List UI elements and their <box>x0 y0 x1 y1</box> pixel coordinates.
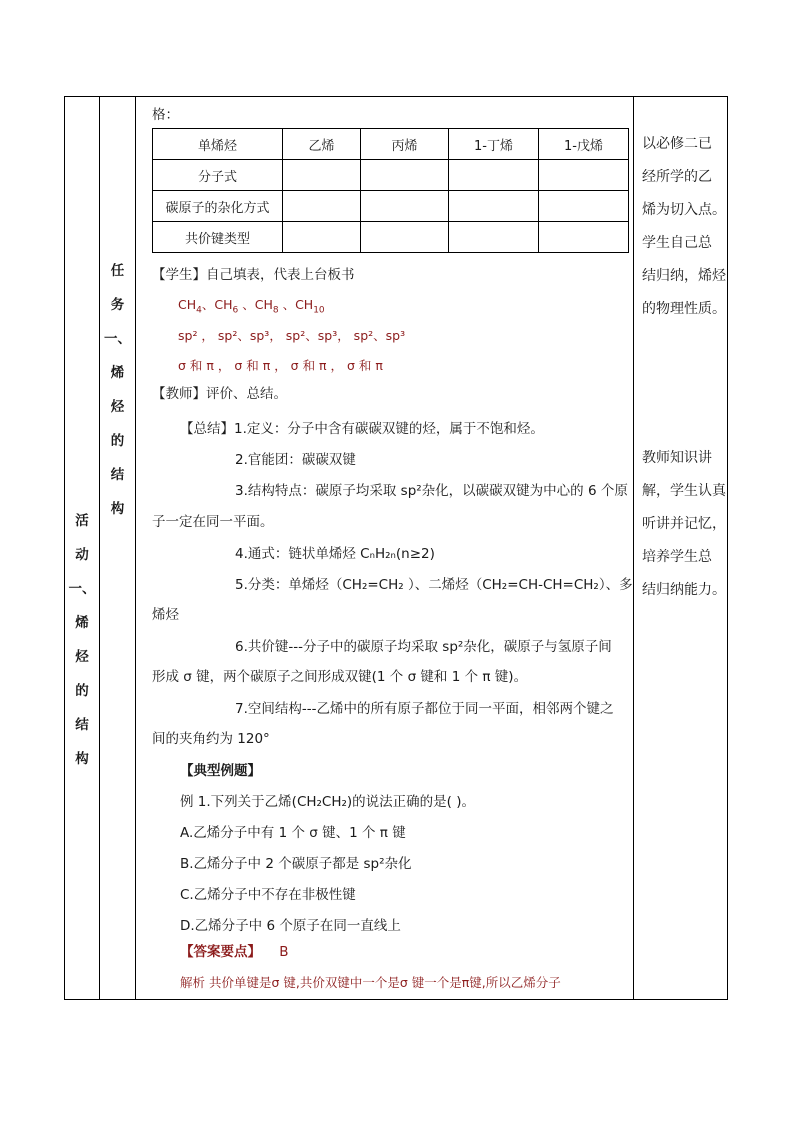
table-cell <box>283 191 361 222</box>
design-intent-line: 解，学生认真 <box>642 483 726 499</box>
summary-functional-group: 2.官能团：碳碳双键 <box>235 452 356 468</box>
table-row <box>153 191 629 222</box>
activity-title-char: 一、 <box>68 581 96 597</box>
lesson-plan-frame <box>64 96 728 1000</box>
activity-title-char: 动 <box>75 547 89 563</box>
table-cell: 1-丁烯 <box>449 129 539 160</box>
task-title-char: 一、 <box>104 331 131 347</box>
formula-part: H <box>303 297 314 312</box>
table-cell <box>283 222 361 253</box>
example-title: 【典型例题】 <box>180 763 261 779</box>
summary-classification: 5.分类：单烯烃（CH₂=CH₂ ）、二烯烃（CH₂=CH-CH=CH₂）、多 <box>235 577 633 593</box>
task-title-char: 结 <box>110 467 125 483</box>
design-intent-line: 结归纳，烯烃 <box>642 268 726 284</box>
formula-subscript: 10 <box>313 305 325 316</box>
formula-part: 、C <box>238 297 264 312</box>
table-cell <box>539 160 629 191</box>
activity-title-char: 烯 <box>75 615 89 631</box>
table-cell: 丙烯 <box>361 129 449 160</box>
task-title-char: 任 <box>110 263 125 279</box>
design-intent-line: 听讲并记忆， <box>642 516 726 532</box>
table-cell <box>361 222 449 253</box>
table-cell <box>449 222 539 253</box>
design-intent-line: 以必修二已 <box>642 136 712 152</box>
table-header-row <box>153 129 629 160</box>
formula-part: 、C <box>201 297 224 312</box>
table-cell: 1-戊烯 <box>539 129 629 160</box>
formula-subscript: 8 <box>272 305 279 316</box>
table-cell <box>449 160 539 191</box>
design-intent-line: 教师知识讲 <box>642 450 712 466</box>
option-a: A.乙烯分子中有 1 个 σ 键、1 个 π 键 <box>180 825 406 841</box>
option-c: C.乙烯分子中不存在非极性键 <box>180 887 356 903</box>
formula-subscript: 6 <box>232 305 239 316</box>
formula-part: H <box>186 297 197 312</box>
summary-structure: 3.结构特点：碳原子均采取 sp²杂化，以碳碳双键为中心的 6 个原 <box>235 483 628 499</box>
table-cell: 单烯烃 <box>153 129 283 160</box>
analysis-line: 解析 共价单键是σ 键,共价双键中一个是σ 键一个是π键,所以乙烯分子 <box>180 975 561 990</box>
formula-part: 、C <box>278 297 304 312</box>
table-cell: 共价键类型 <box>153 222 283 253</box>
design-intent-block <box>642 128 726 326</box>
formula-part: C <box>178 297 187 312</box>
summary-formula: 4.通式：链状单烯烃 CₙH₂ₙ(n≥2) <box>235 546 435 562</box>
option-b: B.乙烯分子中 2 个碳原子都是 sp²杂化 <box>180 856 412 872</box>
table-row <box>153 160 629 191</box>
task-title-char: 构 <box>110 501 125 517</box>
activity-title-char: 的 <box>75 683 89 699</box>
formula-part: H <box>263 297 273 312</box>
summary-spatial-structure-cont: 间的夹角约为 120° <box>152 731 270 747</box>
column-divider <box>633 97 634 999</box>
activity-title-char: 烃 <box>75 649 89 665</box>
design-intent-line: 结归纳能力。 <box>642 582 726 598</box>
student-line: 【学生】自己填表，代表上台板书 <box>152 267 355 283</box>
teacher-line: 【教师】评价、总结。 <box>152 386 287 402</box>
summary-classification-cont: 烯烃 <box>152 607 179 623</box>
activity-column-title <box>65 515 99 787</box>
table-cell <box>539 191 629 222</box>
formula-line <box>178 295 325 316</box>
activity-title-char: 结 <box>75 717 89 733</box>
task-title-char: 的 <box>110 433 125 449</box>
summary-covalent-bond-cont: 形成 σ 键，两个碳原子之间形成双键(1 个 σ 键和 1 个 π 键)。 <box>152 669 528 685</box>
table-cell <box>539 222 629 253</box>
table-cell <box>283 160 361 191</box>
column-divider <box>99 97 100 999</box>
intro-text: 格： <box>152 107 179 123</box>
activity-title-char: 构 <box>75 751 89 767</box>
design-intent-line: 培养学生总 <box>642 549 712 565</box>
option-d: D.乙烯分子中 6 个原子在同一直线上 <box>180 918 401 934</box>
design-intent-line: 烯为切入点。 <box>642 202 726 218</box>
table-cell <box>449 191 539 222</box>
design-intent-block <box>642 442 726 607</box>
table-cell <box>361 191 449 222</box>
task-column-title <box>100 265 135 537</box>
table-row <box>153 222 629 253</box>
design-intent-line: 经所学的乙 <box>642 169 712 185</box>
summary-spatial-structure: 7.空间结构---乙烯中的所有原子都位于同一平面，相邻两个键之 <box>235 701 614 717</box>
table-cell <box>361 160 449 191</box>
main-content <box>144 97 633 1001</box>
task-title-char: 务 <box>110 297 125 313</box>
formula-subscript: 4 <box>196 305 202 316</box>
design-intent-line: 的物理性质。 <box>642 301 726 317</box>
table-cell: 乙烯 <box>283 129 361 160</box>
summary-structure-cont: 子一定在同一平面。 <box>152 514 274 530</box>
summary-definition: 【总结】1.定义：分子中含有碳碳双键的烃，属于不饱和烃。 <box>180 421 544 437</box>
bond-type-line: σ 和 π ， σ 和 π ， σ 和 π ， σ 和 π <box>178 358 383 373</box>
example-question: 例 1.下列关于乙烯(CH₂CH₂)的说法正确的是( )。 <box>180 794 476 810</box>
answer-value: B <box>279 944 289 960</box>
table-cell: 分子式 <box>153 160 283 191</box>
task-title-char: 烃 <box>110 399 125 415</box>
answer-line <box>180 940 289 960</box>
task-title-char: 烯 <box>110 365 125 381</box>
activity-title-char: 活 <box>75 513 89 529</box>
hybridization-line: sp² ， sp²、sp³， sp²、sp³， sp²、sp³ <box>178 328 406 343</box>
table-cell: 碳原子的杂化方式 <box>153 191 283 222</box>
summary-covalent-bond: 6.共价键---分子中的碳原子均采取 sp²杂化，碳原子与氢原子间 <box>235 639 612 655</box>
design-intent-line: 学生自己总 <box>642 235 712 251</box>
answer-label: 【答案要点】 <box>180 944 261 960</box>
column-divider <box>135 97 136 999</box>
formula-part: H <box>223 297 233 312</box>
fill-in-table <box>152 128 629 253</box>
